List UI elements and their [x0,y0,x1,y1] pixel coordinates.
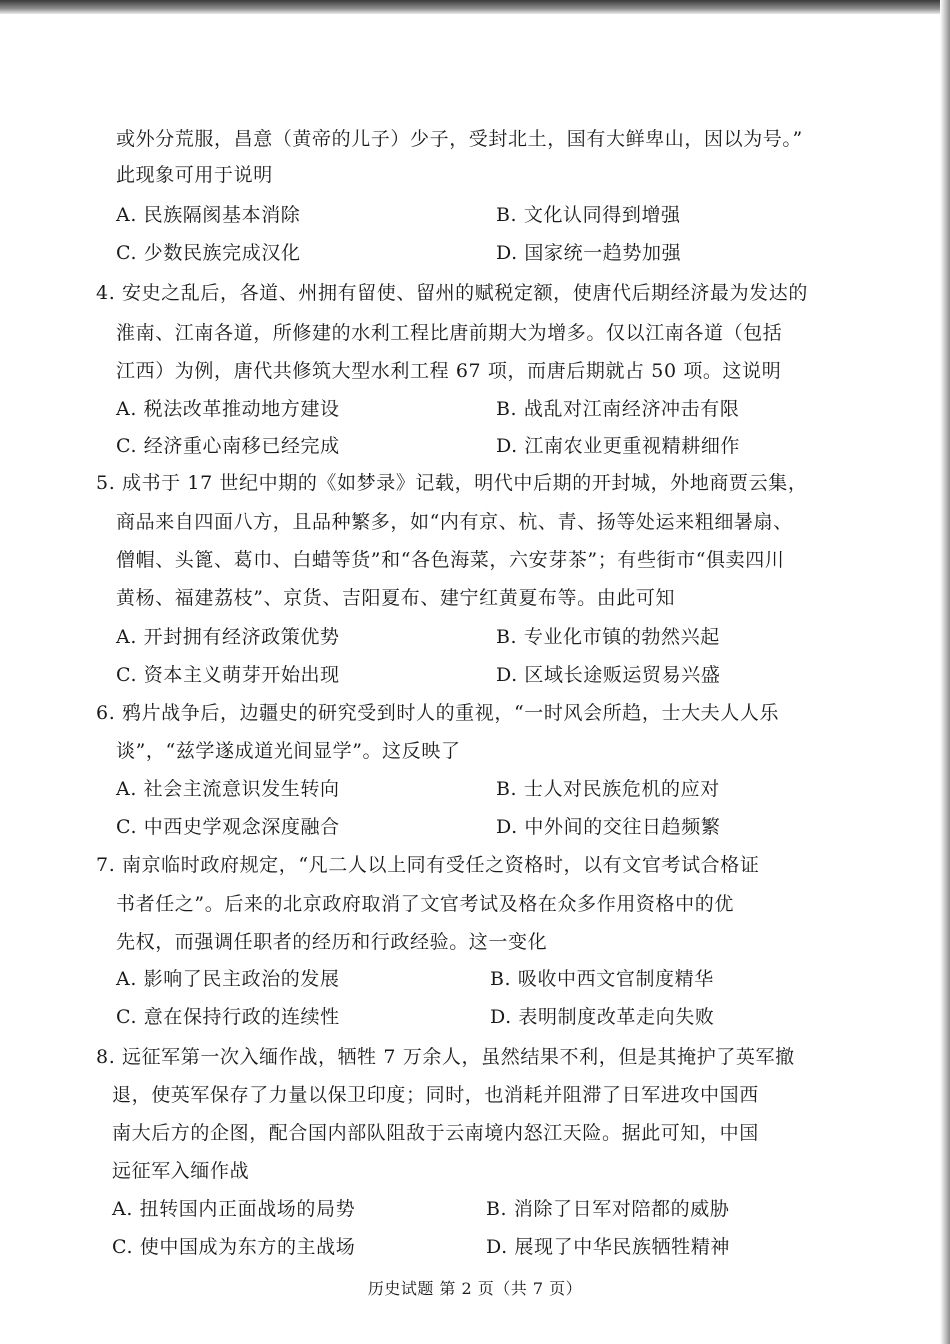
question-line: 4. 安史之乱后，各道、州拥有留使、留州的赋税定额，使唐代后期经济最为发达的 [96,282,808,304]
option-a: A. 民族隔阂基本消除 [116,204,301,226]
option-b: B. 战乱对江南经济冲击有限 [496,398,740,420]
option-c: C. 少数民族完成汉化 [116,242,301,264]
option-a: A. 扭转国内正面战场的局势 [112,1198,356,1220]
question-line: 此现象可用于说明 [116,164,273,186]
option-a: A. 社会主流意识发生转向 [116,778,340,800]
question-line: 商品来自四面八方，且品种繁多，如“内有京、杭、青、扬等处运来粗细暑扇、 [116,511,793,533]
question-line: 远征军入缅作战 [112,1160,250,1182]
option-c: C. 意在保持行政的连续性 [116,1006,340,1028]
question-line: 8. 远征军第一次入缅作战，牺牲 7 万余人，虽然结果不利，但是其掩护了英军撤 [96,1046,795,1068]
option-d: D. 展现了中华民族牺牲精神 [486,1236,731,1258]
question-line: 黄杨、福建荔枝”、京货、吉阳夏布、建宁红黄夏布等。由此可知 [116,587,676,609]
question-line: 江西）为例，唐代共修筑大型水利工程 67 项，而唐后期就占 50 项。这说明 [116,360,782,382]
question-line: 先权，而强调任职者的经历和行政经验。这一变化 [116,931,548,953]
page-footer: 历史试题 第 2 页（共 7 页） [367,1279,583,1298]
question-line: 6. 鸦片战争后，边疆史的研究受到时人的重视，“一时风会所趋，士大夫人人乐 [96,702,780,724]
option-b: B. 士人对民族危机的应对 [496,778,720,800]
option-c: C. 资本主义萌芽开始出现 [116,664,340,686]
option-a: A. 影响了民主政治的发展 [116,968,340,990]
question-line: 谈”，“兹学遂成道光间显学”。这反映了 [116,740,461,762]
option-d: D. 表明制度改革走向失败 [490,1006,715,1028]
option-a: A. 开封拥有经济政策优势 [116,626,340,648]
option-c: C. 使中国成为东方的主战场 [112,1236,356,1258]
option-d: D. 中外间的交往日趋频繁 [496,816,721,838]
question-line: 或外分荒服，昌意（黄帝的儿子）少子，受封北土，国有大鲜卑山，因以为号。” [116,128,803,150]
question-line: 僧帽、头篦、葛巾、白蜡等货”和“各色海菜，六安芽茶”；有些街市“俱卖四川 [116,549,785,571]
question-line: 7. 南京临时政府规定，“凡二人以上同有受任之资格时，以有文官考试合格证 [96,854,760,876]
option-a: A. 税法改革推动地方建设 [116,398,340,420]
option-b: B. 文化认同得到增强 [496,204,681,226]
option-b: B. 消除了日军对陪都的威胁 [486,1198,730,1220]
option-d: D. 江南农业更重视精耕细作 [496,435,741,457]
option-c: C. 中西史学观念深度融合 [116,816,340,838]
option-b: B. 专业化市镇的勃然兴起 [496,626,720,648]
option-d: D. 国家统一趋势加强 [496,242,682,264]
question-line: 淮南、江南各道，所修建的水利工程比唐前期大为增多。仅以江南各道（包括 [116,322,783,344]
option-c: C. 经济重心南移已经完成 [116,435,340,457]
option-b: B. 吸收中西文官制度精华 [490,968,714,990]
question-line: 书者任之”。后来的北京政府取消了文官考试及格在众多作用资格中的优 [116,893,734,915]
question-line: 南大后方的企图，配合国内部队阻敌于云南境内怒江天险。据此可知，中国 [112,1122,759,1144]
question-line: 5. 成书于 17 世纪中期的《如梦录》记载，明代中后期的开封城，外地商贾云集， [96,472,808,494]
question-line: 退，使英军保存了力量以保卫印度；同时，也消耗并阻滞了日军进攻中国西 [112,1084,759,1106]
option-d: D. 区域长途贩运贸易兴盛 [496,664,721,686]
